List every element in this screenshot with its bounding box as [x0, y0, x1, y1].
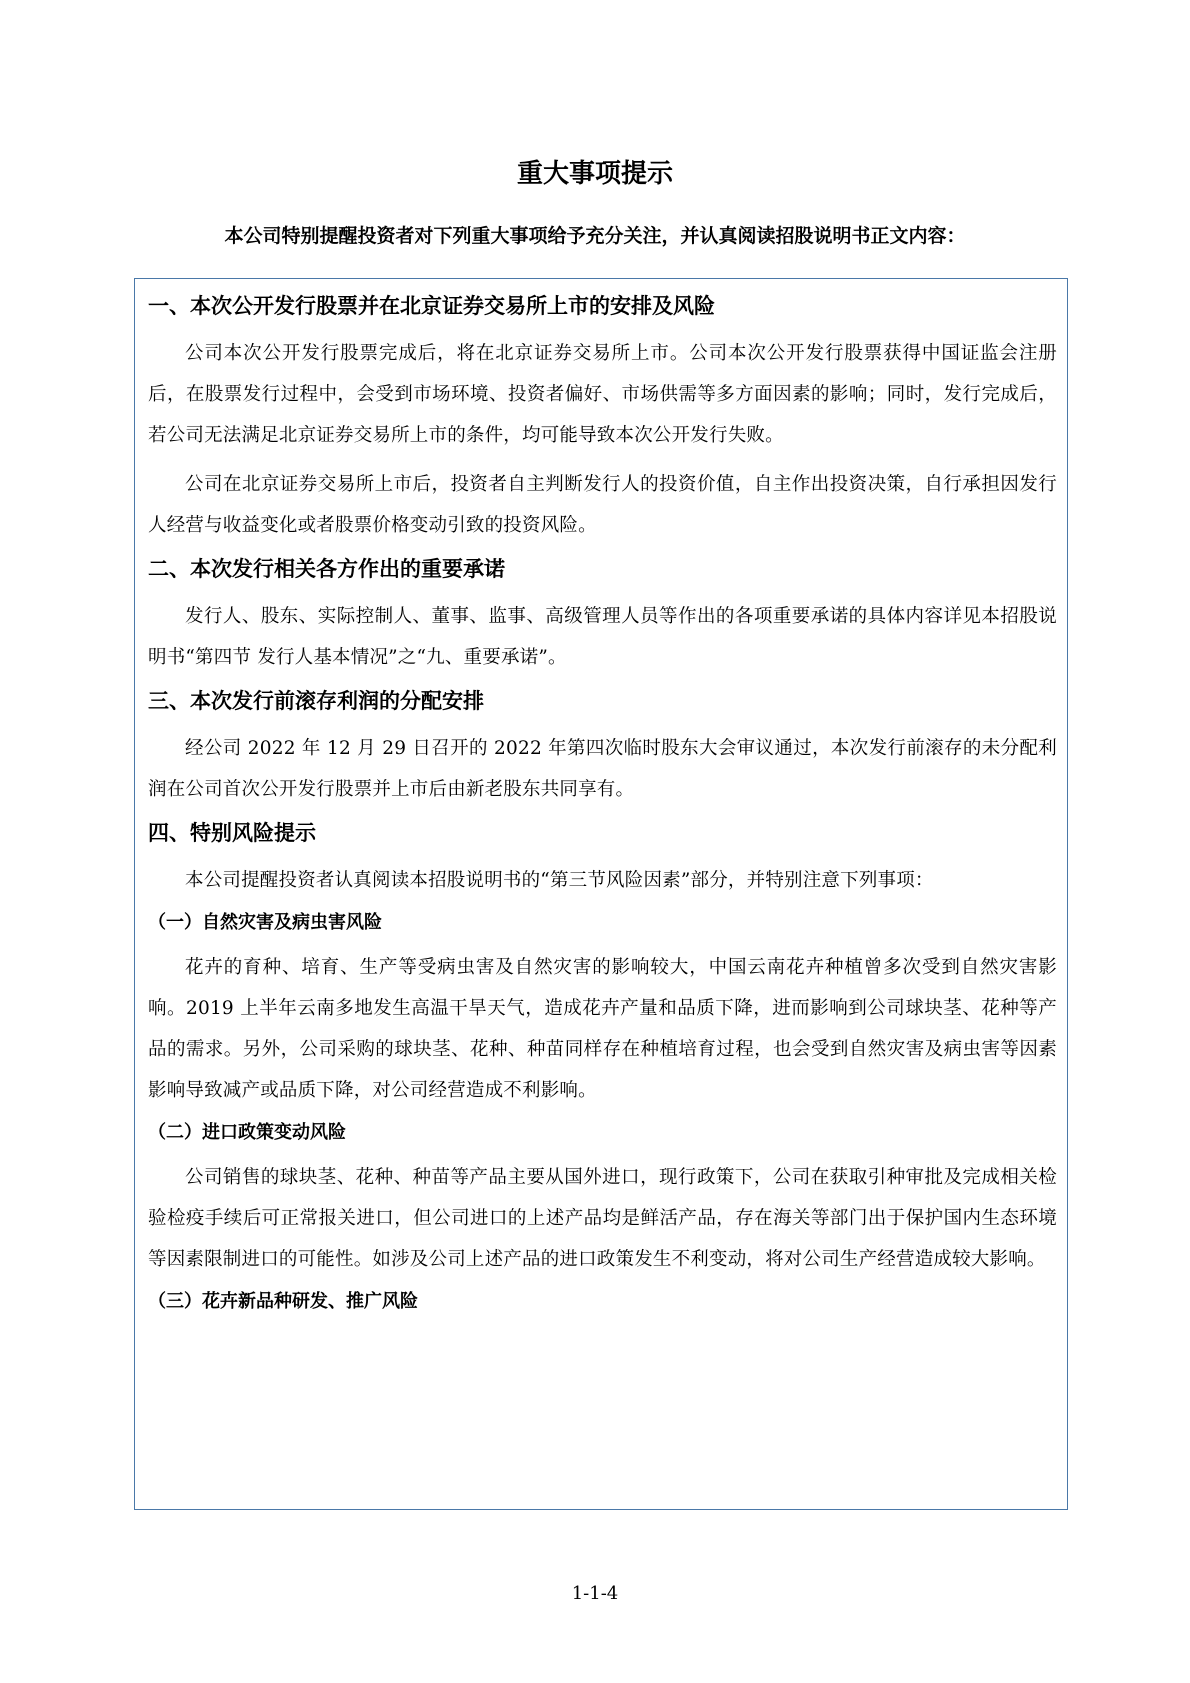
- section-4-paragraph-1: 本公司提醒投资者认真阅读本招股说明书的“第三节风险因素”部分，并特别注意下列事项：: [185, 870, 934, 891]
- section-heading-3: 三、本次发行前滚存利润的分配安排: [148, 689, 484, 713]
- content-box: [134, 278, 1068, 1510]
- page-number: 1-1-4: [571, 1583, 619, 1604]
- section-heading-1: 一、本次公开发行股票并在北京证券交易所上市的安排及风险: [148, 294, 715, 318]
- subsection-1-paragraph: 花卉的育种、培育、生产等受病虫害及自然灾害的影响较大，中国云南花卉种植曾多次受到自然灾害影响。2019 上半年云南多地发生高温干旱天气，造成花卉产量和品质下降，进而影响到公司球块茎、花种等产品的需求。另外，公司采购的球块茎、花种、种苗同样存在种植培育过程，也会受到自然灾害及病虫害等因素影响导致减产或品质下降，对公司经营造成不利影响。: [148, 957, 1057, 1101]
- section-3-paragraph-1: 经公司 2022 年 12 月 29 日召开的 2022 年第四次临时股东大会审议通过，本次发行前滚存的未分配利润在公司首次公开发行股票并上市后由新老股东共同享有。: [148, 738, 1057, 800]
- subsection-heading-3: （三）花卉新品种研发、推广风险: [148, 1291, 418, 1312]
- section-1-paragraph-2: 公司在北京证券交易所上市后，投资者自主判断发行人的投资价值，自主作出投资决策，自行承担因发行人经营与收益变化或者股票价格变动引致的投资风险。: [148, 474, 1057, 536]
- subsection-heading-2: （二）进口政策变动风险: [148, 1122, 346, 1143]
- subsection-heading-1: （一）自然灾害及病虫害风险: [148, 912, 382, 933]
- section-1-paragraph-1: 公司本次公开发行股票完成后，将在北京证券交易所上市。公司本次公开发行股票获得中国证监会注册后，在股票发行过程中，会受到市场环境、投资者偏好、市场供需等多方面因素的影响；同时，发行完成后，若公司无法满足北京证券交易所上市的条件，均可能导致本次公开发行失败。: [148, 343, 1057, 446]
- section-heading-4: 四、特别风险提示: [148, 821, 316, 845]
- subsection-2-paragraph: 公司销售的球块茎、花种、种苗等产品主要从国外进口，现行政策下，公司在获取引种审批及完成相关检验检疫手续后可正常报关进口，但公司进口的上述产品均是鲜活产品，存在海关等部门出于保护国内生态环境等因素限制进口的可能性。如涉及公司上述产品的进口政策发生不利变动，将对公司生产经营造成较大影响。: [148, 1167, 1057, 1270]
- section-heading-2: 二、本次发行相关各方作出的重要承诺: [148, 557, 505, 581]
- page-title: 重大事项提示: [516, 159, 673, 189]
- page-subtitle: 本公司特别提醒投资者对下列重大事项给予充分关注，并认真阅读招股说明书正文内容：: [224, 225, 966, 247]
- section-2-paragraph-1: 发行人、股东、实际控制人、董事、监事、高级管理人员等作出的各项重要承诺的具体内容详见本招股说明书“第四节 发行人基本情况”之“九、重要承诺”。: [148, 606, 1057, 668]
